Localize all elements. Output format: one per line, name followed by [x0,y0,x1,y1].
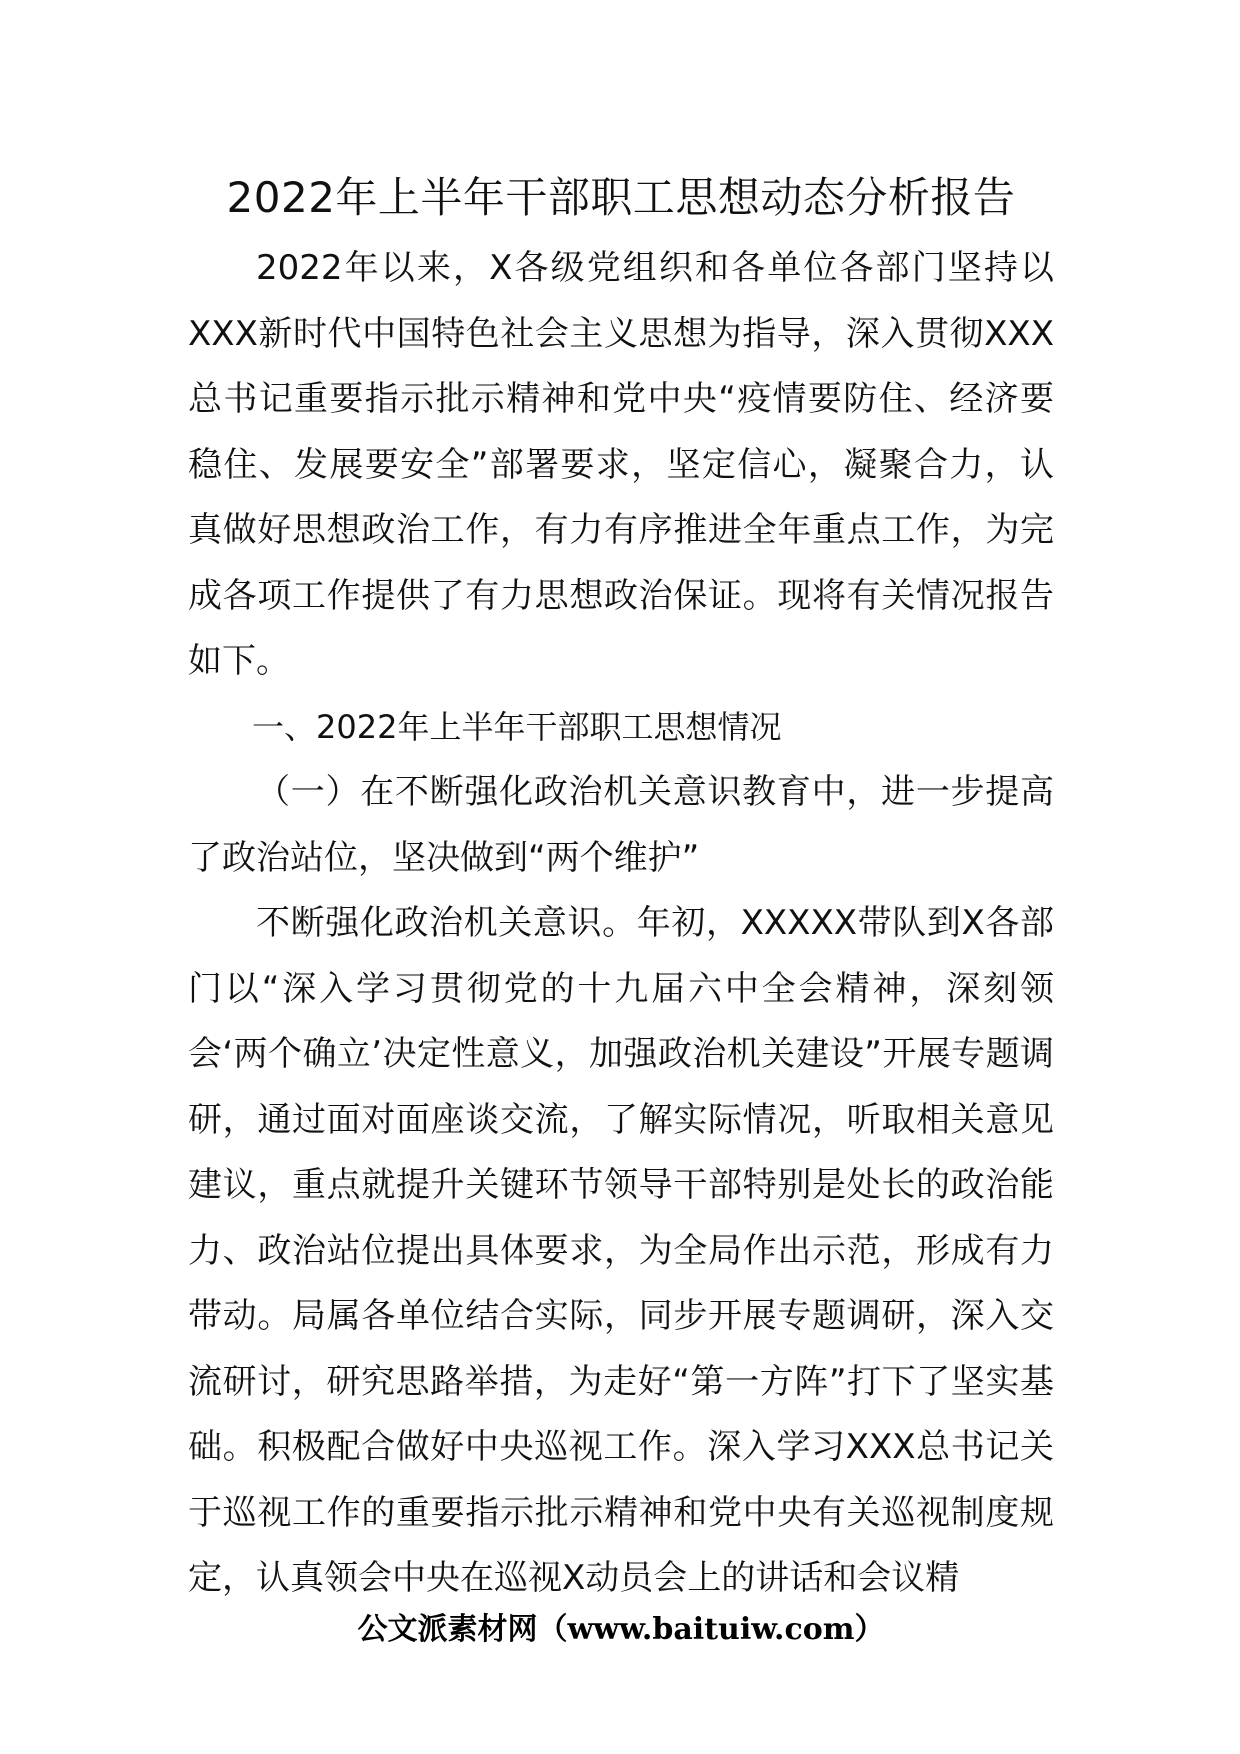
footer-watermark: 公文派素材网（www.baituiw.com） [357,1612,885,1647]
section-heading: 一、2022年上半年干部职工思想情况 [252,707,782,746]
intro-paragraph: 2022年以来，X各级党组织和各单位各部门坚持以XXX新时代中国特色社会主义思想为指导，深入贯彻XXX总书记重要指示批示精神和党中央“疫情要防住、经济要稳住、发展要安全”部署要求，坚定信心，凝聚合力，认真做好思想政治工作，有力有序推进全年重点工作，为完成各项工作提供了有力思想政治保证。现将有关情况报告如下。 [188,248,1054,681]
subsection-heading: （一）在不断强化政治机关意识教育中，进一步提高了政治站位，坚决做到“两个维护” [188,772,1054,878]
document-title: 2022年上半年干部职工思想动态分析报告 [226,173,1016,222]
document-body [188,236,1054,1612]
body-paragraph: 不断强化政治机关意识。年初，XXXXX带队到X各部门以“深入学习贯彻党的十九届六中全会精神，深刻领会‘两个确立’决定性意义，加强政治机关建设”开展专题调研，通过面对面座谈交流，了解实际情况，听取相关意见建议，重点就提升关键环节领导干部特别是处长的政治能力、政治站位提出具体要求，为全局作出示范，形成有力带动。局属各单位结合实际，同步开展专题调研，深入交流研讨，研究思路举措，为走好“第一方阵”打下了坚实基础。积极配合做好中央巡视工作。深入学习XXX总书记关于巡视工作的重要指示批示精神和党中央有关巡视制度规定，认真领会中央在巡视X动员会上的讲话和会议精 [188,903,1054,1598]
